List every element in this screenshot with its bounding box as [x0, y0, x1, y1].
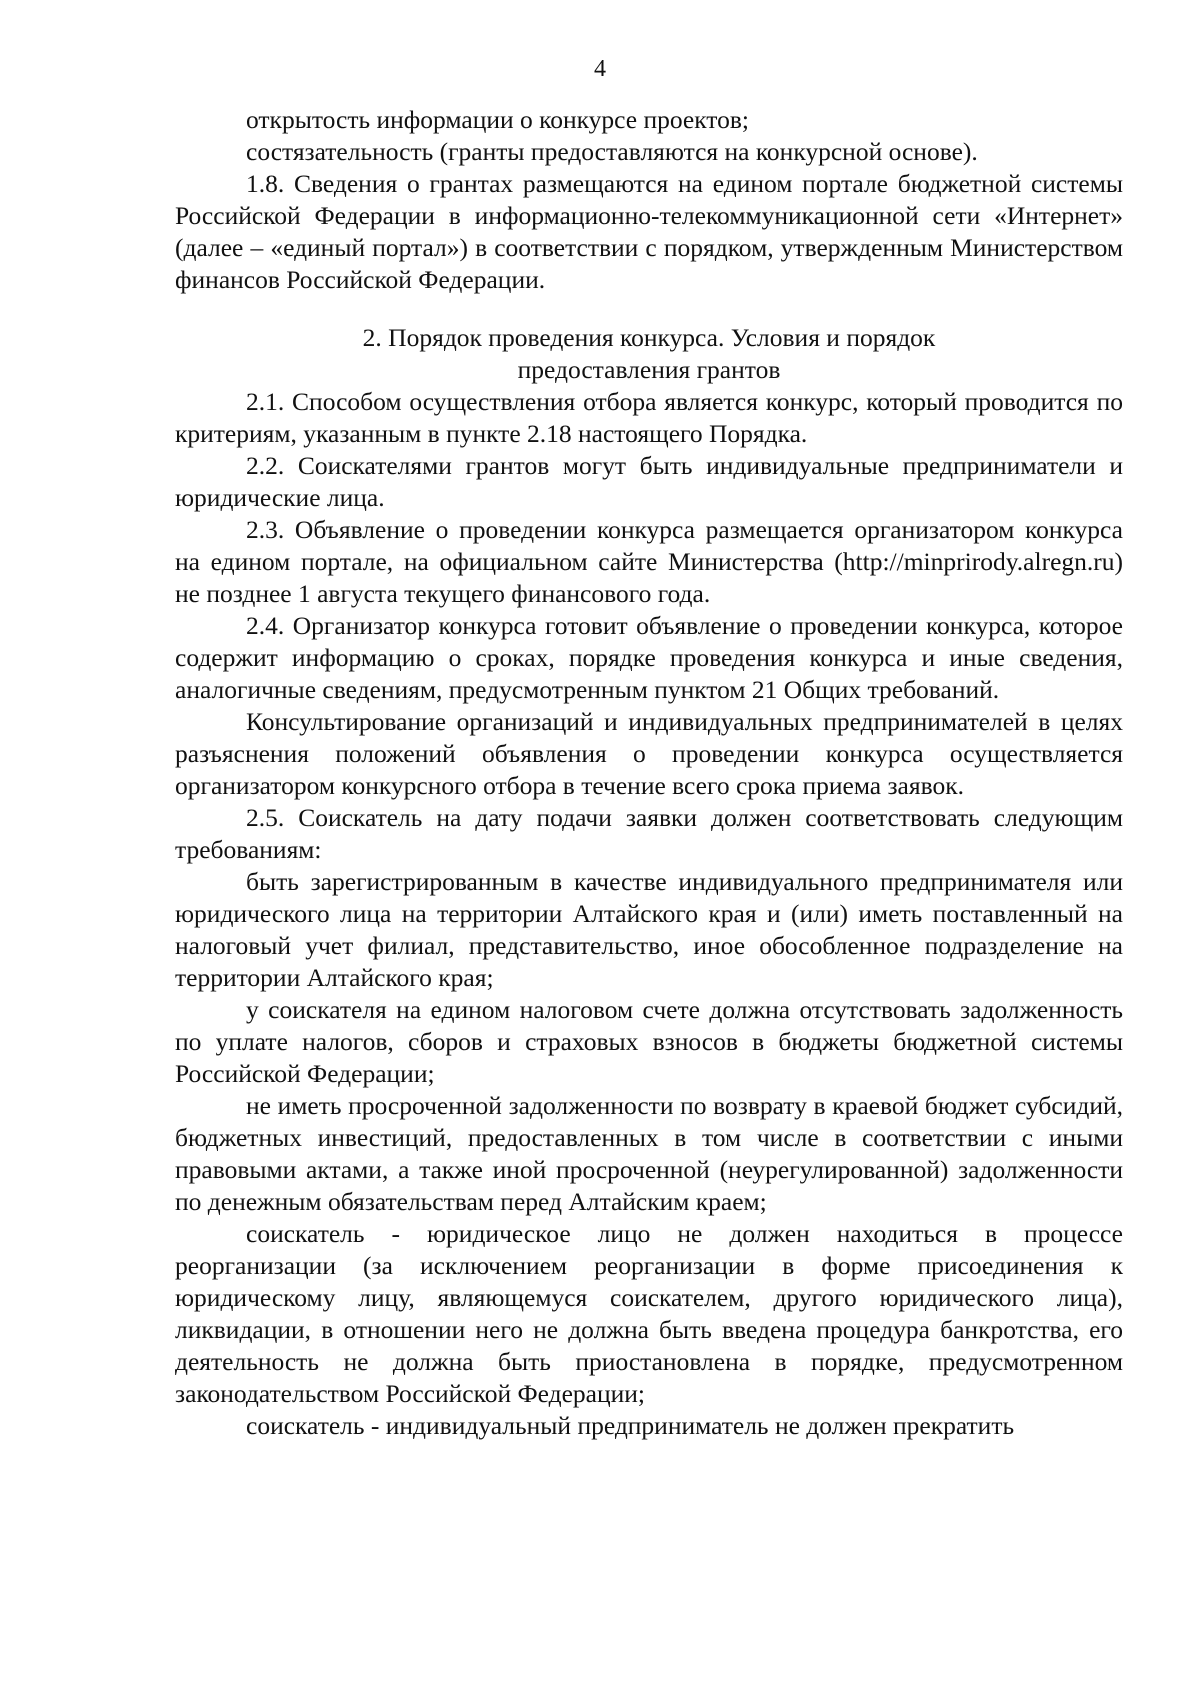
- section-heading-line-2: предоставления грантов: [517, 355, 781, 384]
- section-heading: [175, 322, 1123, 386]
- paragraph-2-5: 2.5. Соискатель на дату подачи заявки должен соответствовать следующим требованиям:: [175, 803, 1123, 864]
- paragraph-2-3: 2.3. Объявление о проведении конкурса размещается организатором конкурса на едином портале, на официальном сайте Министерства (http://minprirody.alregn.ru) не позднее 1 августа текущего финансового года.: [175, 515, 1123, 608]
- document-body: [175, 104, 1123, 1442]
- paragraph-openness: открытость информации о конкурсе проектов;: [246, 105, 749, 134]
- paragraph-2-1: 2.1. Способом осуществления отбора является конкурс, который проводится по критериям, указанным в пункте 2.18 настоящего Порядка.: [175, 387, 1123, 448]
- paragraph-2-4: 2.4. Организатор конкурса готовит объявление о проведении конкурса, которое содержит информацию о сроках, порядке проведения конкурса и иные сведения, аналогичные сведениям, предусмотренным пунктом 21 Общих требований.: [175, 611, 1123, 704]
- page-number: 4: [594, 56, 606, 82]
- paragraph-consulting: Консультирование организаций и индивидуальных предпринимателей в целях разъяснения положений объявления о проведении конкурса осуществляется организатором конкурсного отбора в течение всего срока приема заявок.: [175, 707, 1123, 800]
- paragraph-requirement-legal-entity: соискатель - юридическое лицо не должен находиться в процессе реорганизации (за исключением реорганизации в форме присоединения к юридическому лицу, являющемуся соискателем, другого юридического лица), ликвидации, в отношении него не должна быть введена процедура банкротства, его деятельность не должна быть приостановлена в порядке, предусмотренном законодательством Российской Федерации;: [175, 1219, 1123, 1408]
- paragraph-requirement-entrepreneur: соискатель - индивидуальный предприниматель не должен прекратить: [246, 1411, 1015, 1440]
- paragraph-requirement-registration: быть зарегистрированным в качестве индивидуального предпринимателя или юридического лица на территории Алтайского края и (или) иметь поставленный на налоговый учет филиал, представительство, иное обособленное подразделение на территории Алтайского края;: [175, 867, 1123, 992]
- paragraph-competitiveness: состязательность (гранты предоставляются на конкурсной основе).: [246, 137, 978, 166]
- paragraph-1-8: 1.8. Сведения о грантах размещаются на едином портале бюджетной системы Российской Федерации в информационно-телекоммуникационной сети «Интернет» (далее – «единый портал») в соответствии с порядком, утвержденным Министерством финансов Российской Федерации.: [175, 169, 1123, 294]
- paragraph-requirement-budget-debt: не иметь просроченной задолженности по возврату в краевой бюджет субсидий, бюджетных инвестиций, предоставленных в том числе в соответствии с иными правовыми актами, а также иной просроченной (неурегулированной) задолженности по денежным обязательствам перед Алтайским краем;: [175, 1091, 1123, 1216]
- paragraph-2-2: 2.2. Соискателями грантов могут быть индивидуальные предприниматели и юридические лица.: [175, 451, 1123, 512]
- section-heading-line-1: 2. Порядок проведения конкурса. Условия и порядок: [362, 323, 936, 352]
- paragraph-requirement-tax-debt: у соискателя на едином налоговом счете должна отсутствовать задолженность по уплате налогов, сборов и страховых взносов в бюджеты бюджетной системы Российской Федерации;: [175, 995, 1123, 1088]
